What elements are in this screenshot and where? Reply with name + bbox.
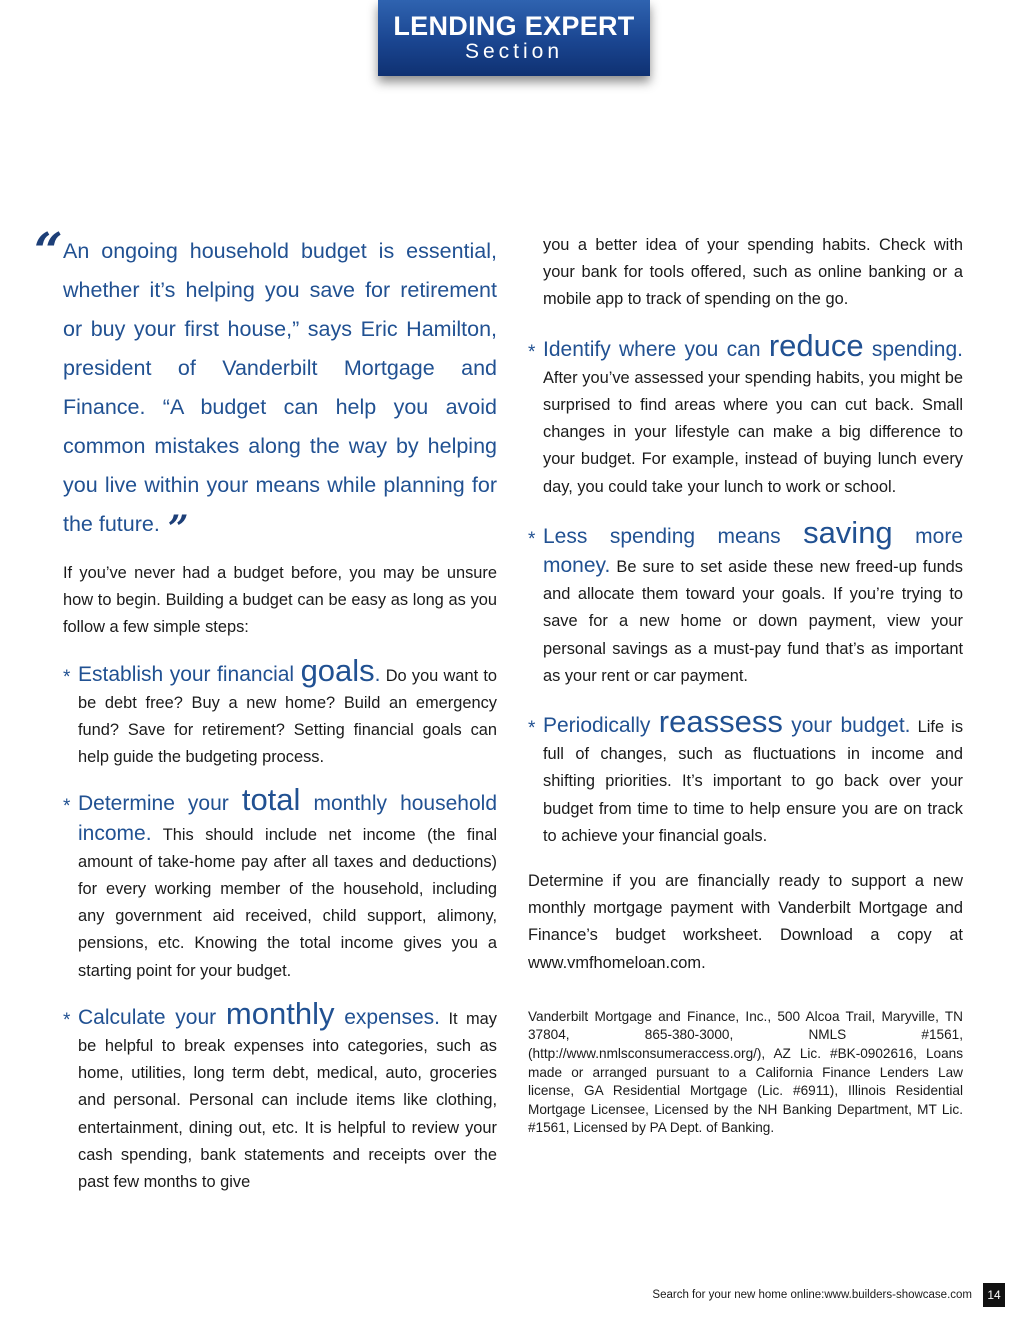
bullet-star: * xyxy=(528,341,536,363)
step-body: Be sure to set aside these new freed-up funds and allocate them toward your goals. If you’re trying to save for a new home or down payment, view your personal savings as a must-pay fund that’s as important as your rent or car payment. xyxy=(543,558,963,685)
step-keyword: reduce xyxy=(768,327,864,363)
step-body: Life is full of changes, such as fluctuations in income and shifting priorities. It’s important to go back over your budget from time to time to help ensure you are on track to achieve your financial goals. xyxy=(543,718,964,845)
step-heading-end: . xyxy=(374,662,381,686)
bullet-star: * xyxy=(528,718,536,740)
step-total-income xyxy=(63,782,497,984)
right-column xyxy=(528,232,963,1138)
close-quote-icon: ” xyxy=(167,508,189,550)
open-quote-icon: “ xyxy=(34,221,63,280)
pull-quote-text: An ongoing household budget is essential, whether it’s helping you save for retirement or buy your first house,” says Eric Hamilton, president of Vanderbilt Mortgage and Finance. “A budget can help you avoid common mistakes along the way by helping you live within your means while planning for the future. xyxy=(63,239,497,536)
bullet-star: * xyxy=(63,796,71,818)
step-monthly-expenses xyxy=(63,995,497,1196)
step-reduce-spending xyxy=(528,327,963,501)
banner-subtitle: Section xyxy=(464,40,564,63)
section-banner xyxy=(378,0,650,76)
step-heading: Periodically xyxy=(543,714,659,738)
bullet-star: * xyxy=(63,666,71,688)
step-heading: Less spending means xyxy=(543,524,804,548)
step-heading-end: your budget. xyxy=(782,714,911,738)
step-keyword: monthly xyxy=(225,995,335,1031)
step-establish-goals xyxy=(63,652,497,772)
pull-quote xyxy=(63,232,497,549)
step-heading: Calculate your xyxy=(78,1005,226,1029)
step-heading: Determine your xyxy=(78,792,242,816)
step-saving-money xyxy=(528,514,963,690)
bullet-star: * xyxy=(63,1009,71,1031)
step-heading-end: monthly household income. xyxy=(78,792,497,845)
closing-paragraph: Determine if you are financially ready to support a new monthly mortgage payment with Vanderbilt Mortgage and Finance’s budget worksheet. Download a copy at www.vmfhomeloan.com. xyxy=(528,872,963,972)
footer-url: Search for your new home online:www.builders-showcase.com xyxy=(652,1289,972,1301)
bullet-star: * xyxy=(528,528,536,550)
step-keyword: total xyxy=(241,782,301,818)
step-body: Do you want to be debt free? Buy a new home? Build an emergency fund? Save for retirement? Setting financial goals can help guide the budgeting process. xyxy=(78,666,497,767)
step-keyword: reassess xyxy=(658,704,783,740)
step-reassess-budget xyxy=(528,704,964,850)
step-keyword: saving xyxy=(803,514,893,550)
step-body: It may be helpful to break expenses into categories, such as home, utilities, long term debt, medical, auto, groceries and personal. Personal can include items like clothing, entertainment, dining out, etc. It is helpful to review your cash spending, bank statements and receipts over the past few months to give xyxy=(78,1009,497,1192)
intro-paragraph: If you’ve never had a budget before, you may be unsure how to begin. Building a budget can be easy as long as you follow a few simple steps: xyxy=(63,564,497,637)
page-number: 14 xyxy=(983,1283,1005,1307)
banner-title: LENDING EXPERT xyxy=(393,11,635,41)
step-continuation: you a better idea of your spending habits. Check with your bank for tools offered, such as online banking or a mobile app to track of spending on the go. xyxy=(543,236,963,309)
step-heading: Establish your financial xyxy=(78,662,301,686)
step-heading-end: more money. xyxy=(543,524,963,578)
legal-disclaimer: Vanderbilt Mortgage and Finance, Inc., 500 Alcoa Trail, Maryville, TN 37804, 865-380-3000, NMLS #1561, (http://www.nmlsconsumeraccess.org/), AZ Lic. #BK-0902616, Loans made or arranged pursuant to a California Finance Lenders Law license, GA Residential Mortgage (Lic. #6911), Illinois Residential Mortgage Licensee, Licensed by the NH Banking Department, MT Lic. #1561, Licensed by PA Dept. of Banking. xyxy=(528,1008,963,1136)
step-body: This should include net income (the final amount of take-home pay after all taxes and deductions) for every working member of the household, including any government aid received, child support, alimony, pensions, etc. Knowing the total income gives you a starting point for your budget. xyxy=(78,825,497,980)
step-heading-end: expenses. xyxy=(334,1005,440,1029)
step-keyword: goals xyxy=(300,652,375,688)
step-heading: Identify where you can xyxy=(543,337,769,361)
step-body: After you’ve assessed your spending habits, you might be surprised to find areas where you can cut back. Small changes in your lifestyle can make a big difference to your budget. For example, instead of buying lunch every day, you could take your lunch to work or school. xyxy=(543,368,963,496)
step-heading-end: spending. xyxy=(863,337,963,361)
left-column xyxy=(63,232,497,1196)
